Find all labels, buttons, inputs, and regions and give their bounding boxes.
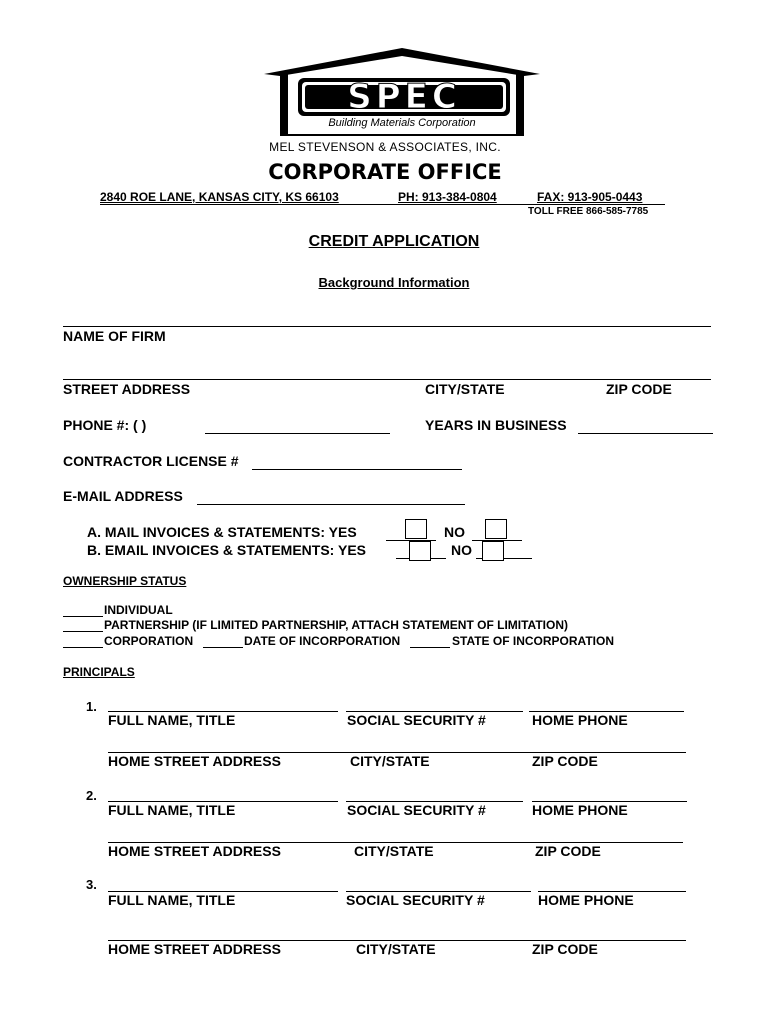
firm-name-field[interactable] bbox=[63, 326, 711, 327]
principal-1-ssn-label: SOCIAL SECURITY # bbox=[347, 712, 486, 728]
phone-label: PHONE #: ( ) bbox=[63, 417, 147, 433]
partnership-blank[interactable] bbox=[63, 631, 103, 632]
date-of-incorporation-label: DATE OF INCORPORATION bbox=[244, 634, 401, 648]
email-no-label: NO bbox=[451, 542, 472, 558]
principal-3-address-label: HOME STREET ADDRESS bbox=[108, 941, 281, 957]
contractor-license-label: CONTRACTOR LICENSE # bbox=[63, 453, 239, 469]
phone-field[interactable] bbox=[205, 433, 390, 434]
logo-brand: SPEC bbox=[347, 77, 461, 117]
form-title: CREDIT APPLICATION bbox=[308, 233, 480, 250]
toll-free: TOLL FREE 866-585-7785 bbox=[528, 206, 649, 217]
city-state-label: CITY/STATE bbox=[425, 381, 505, 397]
street-address-label: STREET ADDRESS bbox=[63, 381, 191, 397]
contractor-license-field[interactable] bbox=[252, 469, 462, 470]
address-underline bbox=[100, 204, 665, 205]
principal-3-ssn-label: SOCIAL SECURITY # bbox=[346, 892, 485, 908]
partnership-label: PARTNERSHIP (IF LIMITED PARTNERSHIP, ATTACH STATEMENT OF LIMITATION) bbox=[104, 618, 568, 632]
principal-1-number: 1. bbox=[86, 699, 97, 714]
principal-1-city-label: CITY/STATE bbox=[350, 753, 430, 769]
firm-name-label: NAME OF FIRM bbox=[63, 328, 166, 344]
office-fax: FAX: 913-905-0443 bbox=[537, 190, 643, 204]
principal-1-zip-label: ZIP CODE bbox=[532, 753, 598, 769]
corporation-blank[interactable] bbox=[63, 647, 103, 648]
street-address-field[interactable] bbox=[63, 379, 711, 380]
ownership-status-title: OWNERSHIP STATUS bbox=[63, 574, 187, 588]
logo-tagline: Building Materials Corporation bbox=[328, 117, 476, 129]
years-in-business-label: YEARS IN BUSINESS bbox=[425, 417, 567, 433]
years-in-business-field[interactable] bbox=[578, 433, 713, 434]
principal-1-address-label: HOME STREET ADDRESS bbox=[108, 753, 281, 769]
corporation-label: CORPORATION bbox=[104, 634, 194, 648]
office-title: CORPORATE OFFICE bbox=[268, 160, 502, 184]
principal-3-name-label: FULL NAME, TITLE bbox=[108, 892, 236, 908]
principal-3-city-label: CITY/STATE bbox=[356, 941, 436, 957]
state-of-incorporation-label: STATE OF INCORPORATION bbox=[452, 634, 614, 648]
mail-no-label: NO bbox=[444, 524, 465, 540]
mail-no-checkbox[interactable] bbox=[485, 519, 507, 539]
email-address-field[interactable] bbox=[197, 504, 465, 505]
company-name: MEL STEVENSON & ASSOCIATES, INC. bbox=[269, 140, 501, 154]
email-no-checkbox[interactable] bbox=[482, 541, 504, 561]
state-of-incorporation-blank[interactable] bbox=[410, 647, 450, 648]
principal-2-city-label: CITY/STATE bbox=[354, 843, 434, 859]
office-address: 2840 ROE LANE, KANSAS CITY, KS 66103 bbox=[100, 190, 339, 204]
zip-code-label: ZIP CODE bbox=[606, 381, 672, 397]
individual-blank[interactable] bbox=[63, 616, 103, 617]
section-title: Background Information bbox=[318, 275, 470, 290]
office-phone: PH: 913-384-0804 bbox=[398, 190, 497, 204]
date-of-incorporation-blank[interactable] bbox=[203, 647, 243, 648]
mail-yes-checkbox[interactable] bbox=[405, 519, 427, 539]
email-address-label: E-MAIL ADDRESS bbox=[63, 488, 183, 504]
principal-2-zip-label: ZIP CODE bbox=[535, 843, 601, 859]
mail-invoices-label: A. MAIL INVOICES & STATEMENTS: YES bbox=[87, 524, 357, 540]
principal-2-phone-label: HOME PHONE bbox=[532, 802, 628, 818]
principal-3-zip-label: ZIP CODE bbox=[532, 941, 598, 957]
email-invoices-label: B. EMAIL INVOICES & STATEMENTS: YES bbox=[87, 542, 366, 558]
principal-2-number: 2. bbox=[86, 788, 97, 803]
principal-3-phone-label: HOME PHONE bbox=[538, 892, 634, 908]
principal-1-name-label: FULL NAME, TITLE bbox=[108, 712, 236, 728]
principal-2-address-label: HOME STREET ADDRESS bbox=[108, 843, 281, 859]
principal-3-number: 3. bbox=[86, 877, 97, 892]
email-yes-checkbox[interactable] bbox=[409, 541, 431, 561]
individual-label: INDIVIDUAL bbox=[104, 603, 173, 617]
principal-2-name-label: FULL NAME, TITLE bbox=[108, 802, 236, 818]
principal-2-ssn-label: SOCIAL SECURITY # bbox=[347, 802, 486, 818]
principals-title: PRINCIPALS bbox=[63, 665, 135, 679]
principal-1-phone-label: HOME PHONE bbox=[532, 712, 628, 728]
